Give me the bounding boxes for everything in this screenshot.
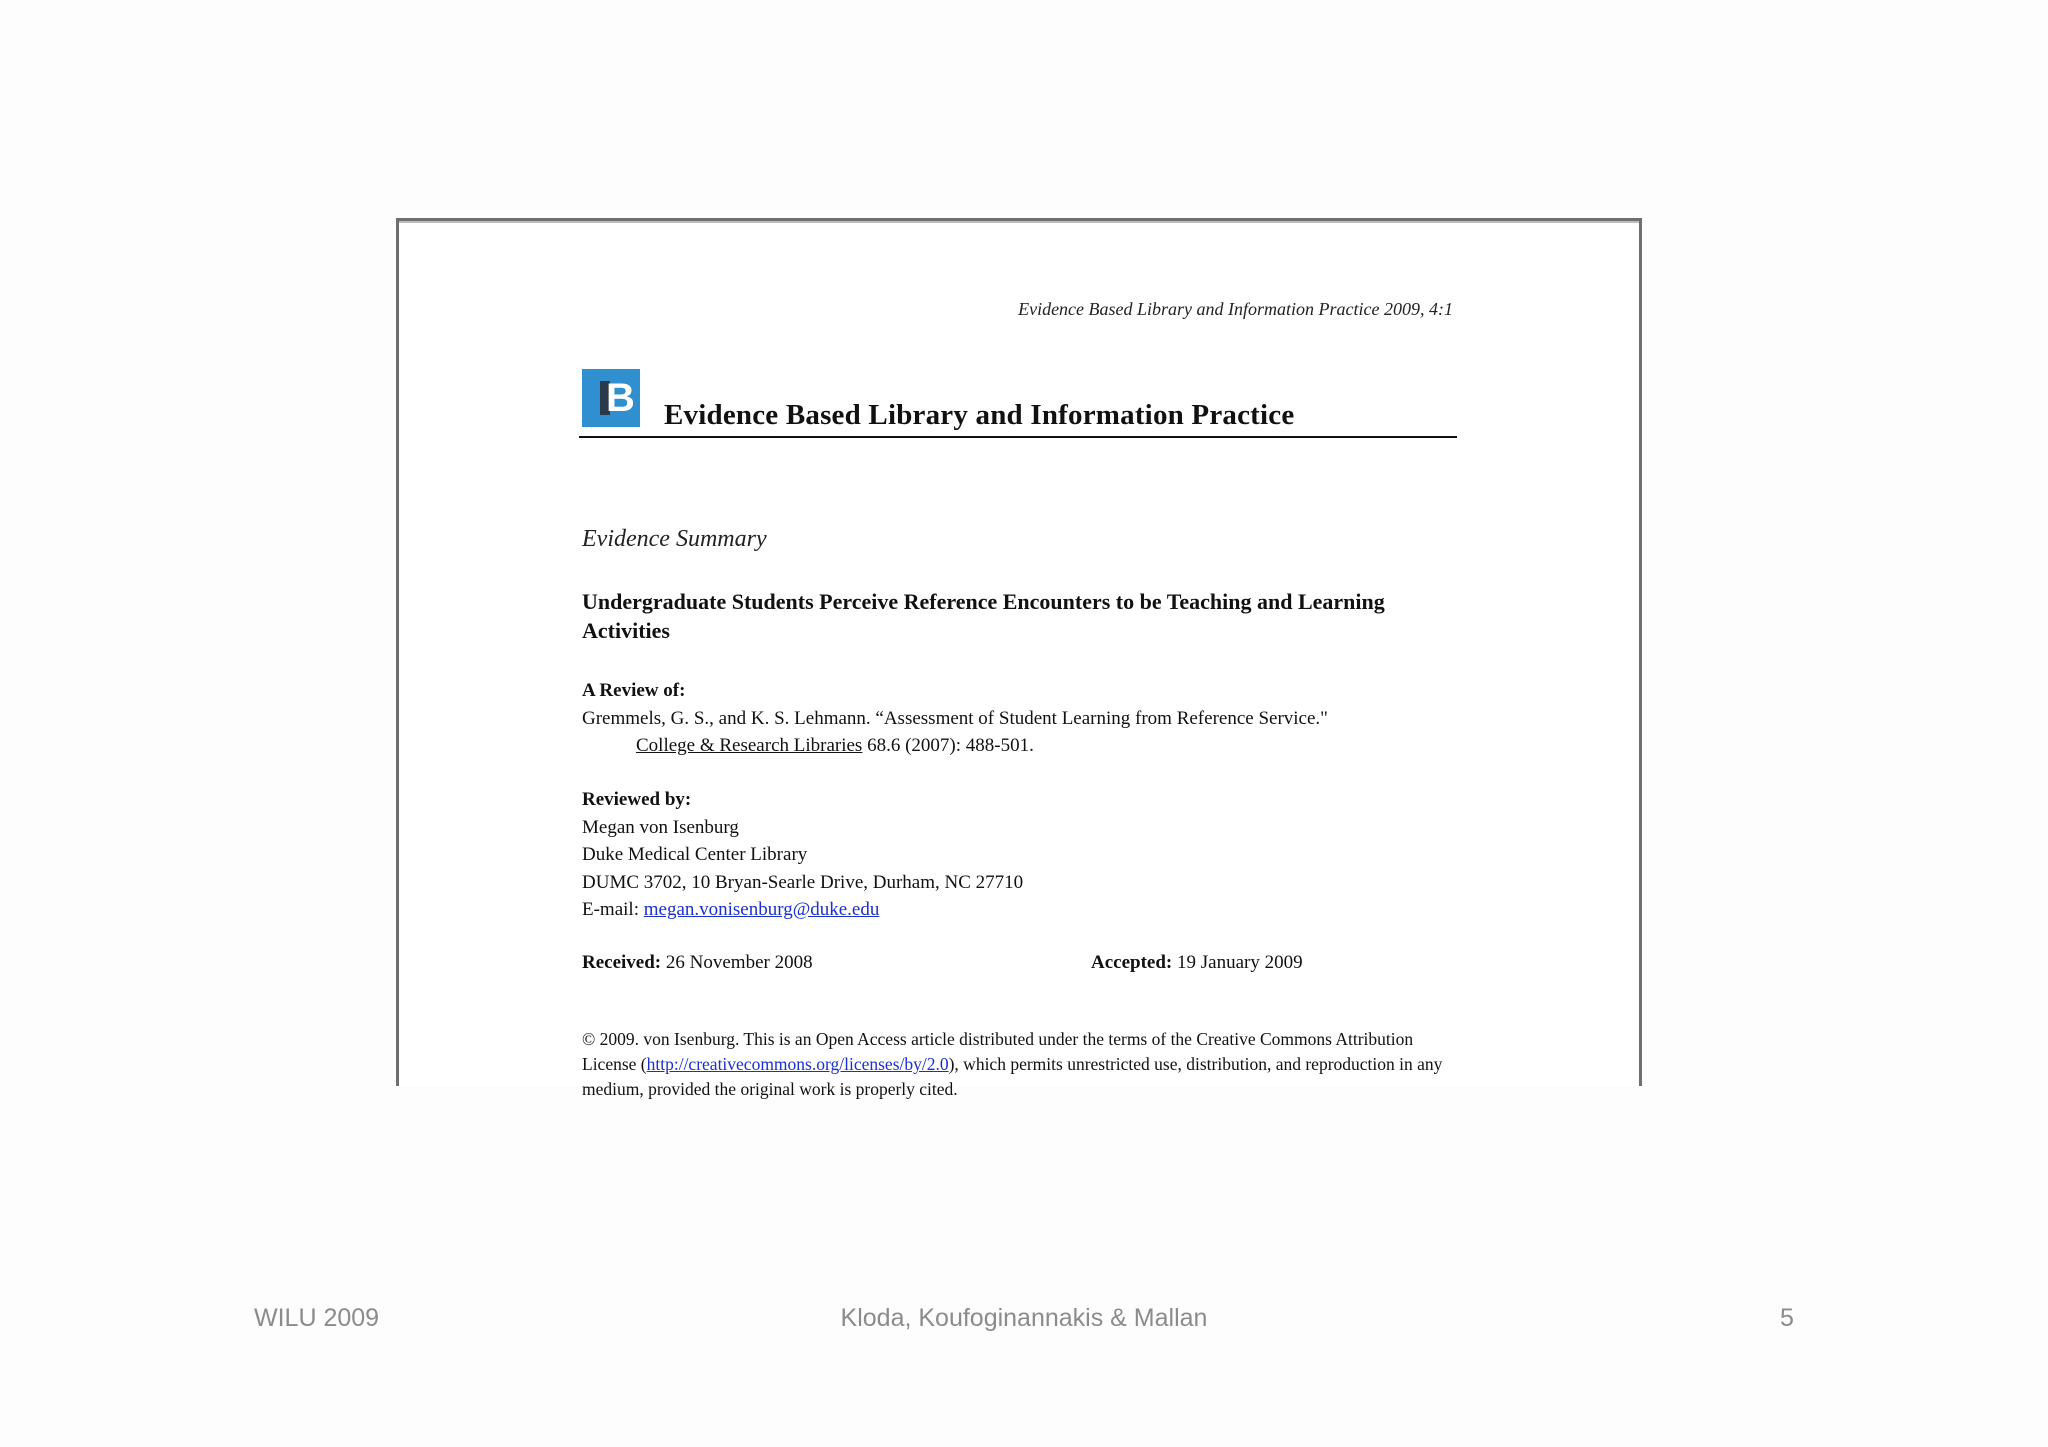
journal-logo-icon: B — [582, 369, 640, 427]
license-text — [582, 1027, 1462, 1102]
received-date: 26 November 2008 — [661, 952, 813, 973]
review-of-block — [582, 677, 1328, 760]
review-citation-line: Gremmels, G. S., and K. S. Lehmann. “Assessment of Student Learning from Reference Service." — [582, 707, 1328, 729]
accepted-line — [1091, 949, 1303, 977]
received-label: Received: — [582, 952, 662, 973]
header-citation: Evidence Based Library and Information Practice 2009, 4:1 — [1018, 299, 1453, 319]
accepted-label: Accepted: — [1091, 952, 1173, 973]
section-label: Evidence Summary — [582, 526, 767, 552]
review-journal-title: College & Research Libraries — [636, 735, 863, 756]
review-journal-line — [582, 732, 1328, 760]
license-text-start: © 2009. von Isenburg. This is an Open Access article distributed under the terms of the Creative Commons Attribution License ( — [582, 1029, 1414, 1074]
license-url-link[interactable]: http://creativecommons.org/licenses/by/2.0 — [646, 1054, 949, 1074]
email-label: E-mail: — [582, 899, 644, 920]
reviewer-name: Megan von Isenburg — [582, 816, 739, 838]
received-line — [582, 949, 813, 977]
footer-center: Kloda, Koufoginannakis & Mallan — [840, 1304, 1208, 1332]
reviewer-address: DUMC 3702, 10 Bryan-Searle Drive, Durham, NC 27710 — [582, 871, 1024, 893]
reviewed-by-heading: Reviewed by: — [582, 789, 692, 810]
review-of-heading: A Review of: — [582, 680, 686, 701]
review-details: 68.6 (2007): 488-501. — [862, 735, 1034, 756]
email-link[interactable]: megan.vonisenburg@duke.edu — [643, 899, 880, 920]
license-text-end: ), which permits unrestricted use, distribution, and reproduction in any medium, provided the original work is properly cited. — [582, 1054, 1443, 1099]
title-divider — [579, 436, 1457, 438]
accepted-date: 19 January 2009 — [1172, 952, 1303, 973]
document-page — [396, 218, 1642, 1099]
article-title: Undergraduate Students Perceive Reference Encounters to be Teaching and Learning Activities — [582, 589, 1385, 643]
page-number: 5 — [1780, 1304, 1794, 1332]
footer-left: WILU 2009 — [254, 1304, 380, 1332]
reviewer-org: Duke Medical Center Library — [582, 844, 808, 865]
email-line — [582, 896, 1023, 924]
reviewer-block — [582, 786, 1023, 924]
journal-title: Evidence Based Library and Information Practice — [664, 399, 1295, 431]
